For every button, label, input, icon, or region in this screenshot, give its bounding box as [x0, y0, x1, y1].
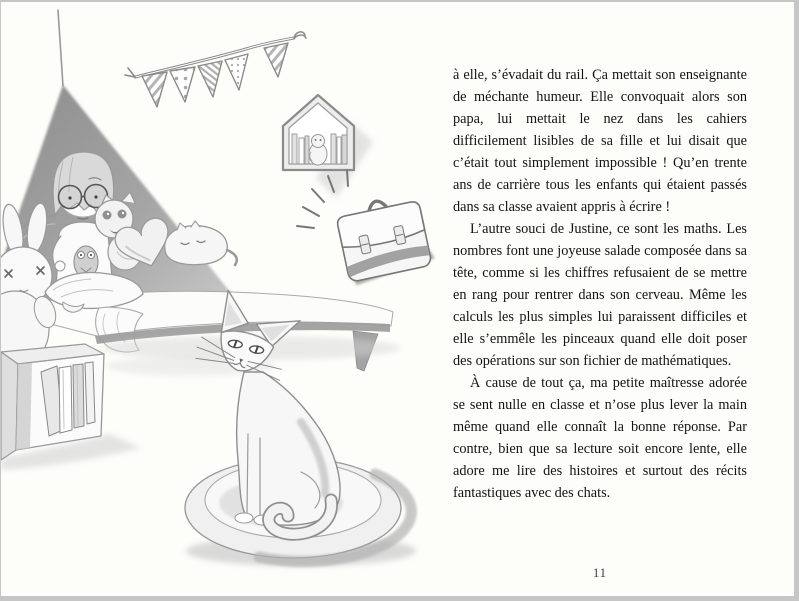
page-number: 11 [592, 566, 608, 580]
paragraph-2: L’autre souci de Justine, ce sont les maths. Les nombres font une joyeuse salade composée dans sa tête, comme si les chiffres refusaient de se mettre en rang pour rentrer dans son cerveau. Même les calculs les plus simples lui paraissent difficiles et elle s’emmêle les pinceaux quand elle doit poser des opérations sur son fichier de mathématiques. [453, 221, 747, 369]
paragraph-3: À cause de tout ça, ma petite maîtresse adorée se sent nulle en classe et n’ose plus lever la main même quand elle connaît la bonne réponse. Par contre, bien que sa lecture soit encore lente, elle adore me lire des histoires et surtout des récits fantastiques avec des chats. [453, 375, 747, 501]
story-text [453, 64, 747, 504]
cat-body [237, 372, 340, 525]
bird-figurine [309, 135, 327, 166]
bedroom-illustration [1, 2, 447, 594]
school-satchel [335, 192, 437, 287]
left-page-illustration [1, 2, 447, 594]
house-shelf [283, 95, 373, 198]
bunting-banner [125, 32, 306, 107]
paragraph-1: à elle, s’évadait du rail. Ça mettait son enseignante de méchante humeur. Elle convoquait alors son papa, lui mettait le nez dans les cahiers difficilement lisibles de sa fille et lui disait que c’était tout simplement impossible ! Qu’en trente ans de carrière tous les enfants qui étaient passés dans sa classe avaient appris à écrire ! [453, 67, 747, 215]
